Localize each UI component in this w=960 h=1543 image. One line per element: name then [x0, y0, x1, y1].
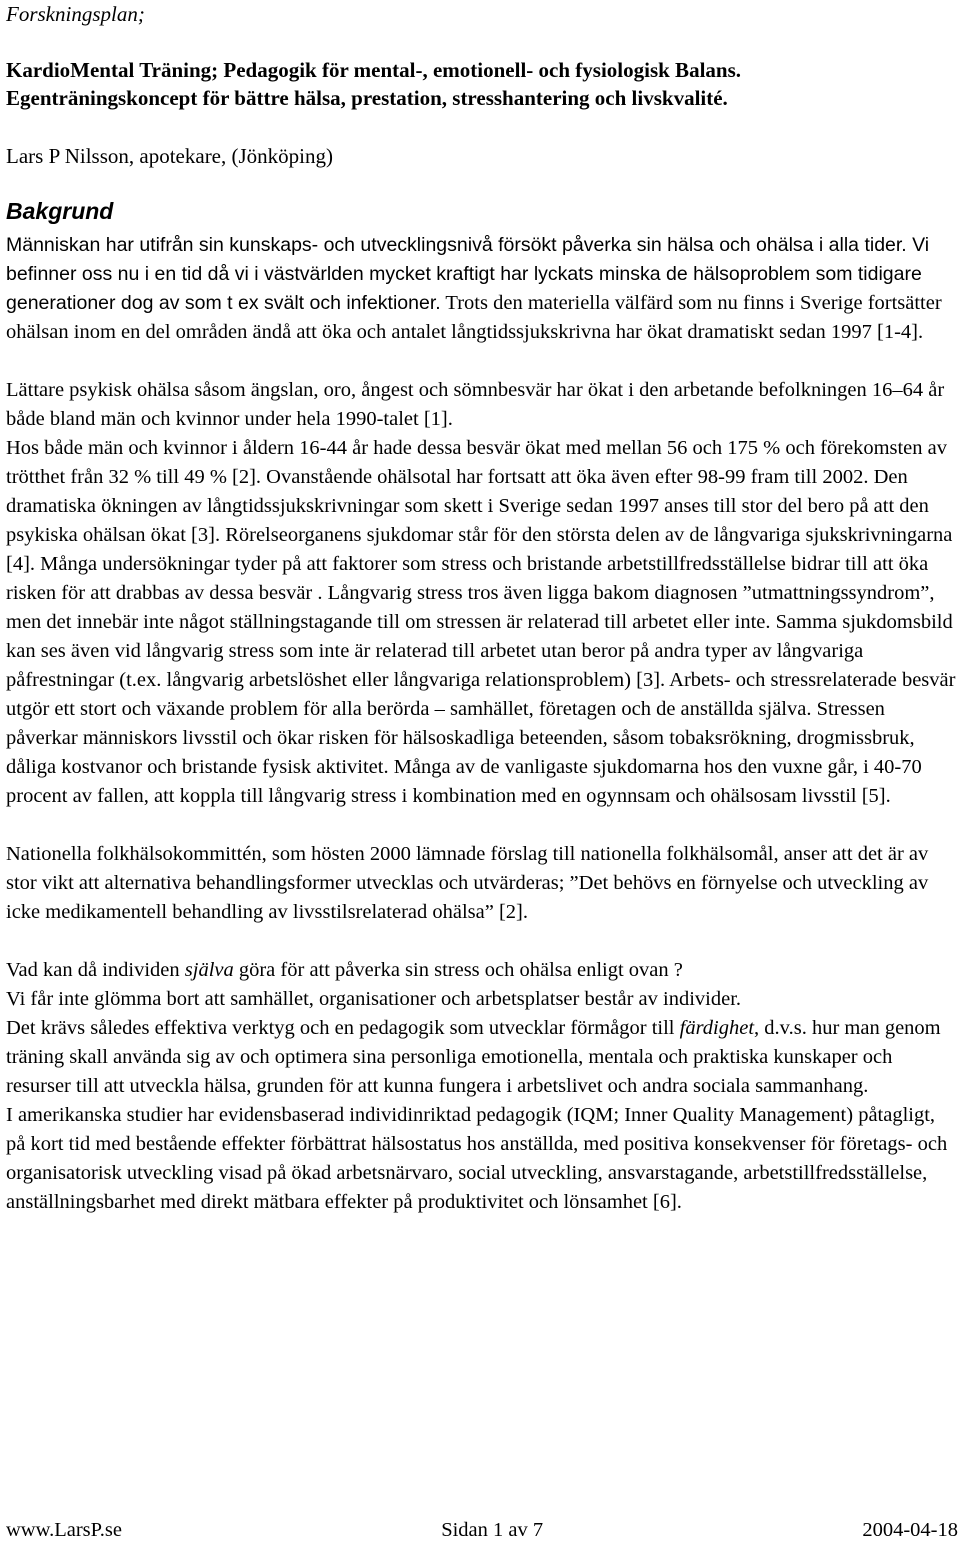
- footer-website: www.LarsP.se: [6, 1519, 122, 1541]
- paragraph-7: [6, 1014, 958, 1101]
- paragraph-3: Hos både män och kvinnor i åldern 16-44 år hade dessa besvär ökat med mellan 56 och 175 % och förekomsten av trötthet från 32 % till 49 % [2]. Ovanstående ohälsotal har fortsatt att öka även efter 98-99 fram till 2002. Den dramatiska ökningen av långtidssjukskrivningar som skett i Sverige sedan 1997 anses till stor del bero på att den psykiska ohälsan ökat [3]. Rörelseorganens sjukdomar står för den största delen av de långvariga sjukskrivningarna [4]. Många undersökningar tyder på att faktorer som stress och bristande arbetstillfredsställelse bidrar till att öka risken för att drabbas av dessa besvär . Långvarig stress tros även ligga bakom diagnosen ”utmattningssyndrom”, men det innebär inte något ställningstagande till om stressen är relaterad till arbetet eller inte. Samma sjukdomsbild kan ses även vid långvarig stress som inte är relaterad till arbetet utan beror på andra typer av långvariga påfrestningar (t.ex. långvarig arbetslöshet eller långvariga relationsproblem) [3]. Arbets- och stressrelaterade besvär utgör ett stort och växande problem för alla berörda – samhället, företagen och de anställda själva. Stressen påverkar människors livsstil och ökar risken för hälsoskadliga beteenden, såsom tobaksrökning, drogmissbruk, dåliga kostvanor och bristande fysisk aktivitet. Många av de vanligaste sjukdomarna hos den vuxne går, i 40-70 procent av fallen, att koppla till långvarig stress i kombination med en ogynnsam och ohälsosam livsstil [5].: [6, 437, 956, 807]
- footer-date: 2004-04-18: [862, 1519, 958, 1541]
- title-line-2: Egenträningskoncept för bättre hälsa, prestation, stresshantering och livskvalité.: [6, 86, 728, 110]
- paragraph-7-b: , d.v.s. hur man genom träning skall använda sig av och optimera sina personliga emotionella, mentala och praktiska kunskaper och resurser till att utveckla hälsa, grunden för att kunna fungera i arbetslivet och andra sociala sammanhang.: [6, 1017, 941, 1097]
- paragraph-1-sans: Människan har utifrån sin kunskaps- och utvecklingsnivå försökt påverka sin hälsa och ohälsa i alla tider. Vi befinner oss nu i en tid då vi i västvärlden mycket kraftigt har lyckats minska de hälsoproblem som tidigare generationer dog av som t ex svält och infektioner.: [6, 234, 930, 314]
- paragraph-1-serif: Trots den materiella välfärd som nu finns i Sverige fortsätter ohälsan inom en del områden ändå att öka och antalet långtidssjukskrivna har ökat dramatiskt sedan 1997 [1-4].: [6, 292, 942, 343]
- document-tag: Forskningsplan;: [6, 2, 145, 26]
- paragraph-5-b: göra för att påverka sin stress och ohälsa enligt ovan ?: [233, 959, 683, 981]
- paragraph-1: [6, 231, 958, 347]
- page-footer: [6, 1518, 958, 1543]
- paragraph-7-emphasis: färdighet: [679, 1017, 755, 1039]
- footer-page-number: Sidan 1 av 7: [441, 1519, 544, 1541]
- document-title: [6, 56, 956, 112]
- paragraph-2: Lättare psykisk ohälsa såsom ängslan, oro, ångest och sömnbesvär har ökat i den arbetande befolkningen 16–64 år både bland män och kvinnor under hela 1990-talet [1].: [6, 379, 945, 430]
- paragraph-7-a: Det krävs således effektiva verktyg och en pedagogik som utvecklar förmågor till: [6, 1017, 680, 1039]
- section-heading: Bakgrund: [6, 198, 114, 224]
- author-line: Lars P Nilsson, apotekare, (Jönköping): [6, 144, 333, 168]
- body-text: [6, 231, 958, 1217]
- title-line-1: KardioMental Träning; Pedagogik för mental-, emotionell- och fysiologisk Balans.: [6, 58, 741, 82]
- paragraph-6: Vi får inte glömma bort att samhället, organisationer och arbetsplatser består av individer.: [6, 988, 742, 1010]
- paragraph-5-emphasis: själva: [184, 959, 234, 981]
- paragraph-4: Nationella folkhälsokommittén, som hösten 2000 lämnade förslag till nationella folkhälsomål, anser att det är av stor vikt att alternativa behandlingsformer utvecklas och utvärderas; ”Det behövs en förnyelse och utveckling av icke medikamentell behandling av livsstilsrelaterad ohälsa” [2].: [6, 843, 929, 923]
- paragraph-8: I amerikanska studier har evidensbaserad individinriktad pedagogik (IQM; Inner Quality Management) påtagligt, på kort tid med bestående effekter förbättrat hälsostatus hos anställda, med positiva konsekvenser för företags- och organisatorisk utveckling visad på ökad arbetsnärvaro, social utveckling, ansvarstagande, arbetstillfredsställelse, anställningsbarhet med direkt mätbara effekter på produktivitet och lönsamhet [6].: [6, 1104, 948, 1213]
- paragraph-5-a: Vad kan då individen: [6, 959, 185, 981]
- paragraph-5: [6, 956, 958, 985]
